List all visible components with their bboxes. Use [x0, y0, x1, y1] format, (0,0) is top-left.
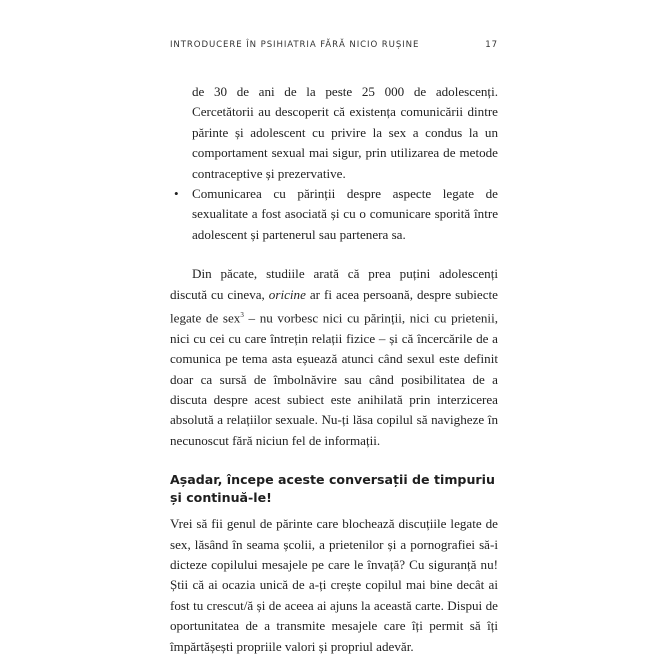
bullet-item-text: Comunicarea cu părinții despre aspecte legate de sexualitate a fost asociată și cu o comunicare sporită între adolescent și partenerul sau partenera sa.	[192, 186, 498, 242]
footnote-reference: 3	[240, 311, 244, 320]
section-heading: Așadar, începe aceste conversații de timpuriu și continuă-le!	[170, 472, 495, 505]
paragraph-text-start: Din păcate, studiile arată că prea puțini adolescenți discută cu cineva,	[170, 266, 498, 302]
book-title-header: INTRODUCERE ÎN PSIHIATRIA FĂRĂ NICIO RUȘINE	[170, 40, 420, 50]
bullet-list-item	[170, 184, 498, 245]
paragraph-text-end: – nu vorbesc nici cu părinții, nici cu prietenii, nici cu cei cu care întrețin relații fizice – și că încercările de a comunica pe tema asta eșuează atunci când sexul este definit doar ca sursă de îmbolnăvire sau când posibilitatea de a discuta despre acest subiect este anihilată prin interzicerea absolută a relațiilor sexuale. Nu-ți lăsa copilul să navigheze în necunoscut fără niciun fel de informații.	[170, 310, 498, 448]
page-number: 17	[485, 40, 498, 50]
running-header	[170, 40, 498, 50]
body-text	[170, 82, 498, 657]
emphasized-word: oricine	[268, 286, 306, 302]
body-paragraph	[170, 264, 498, 451]
section-paragraph: Vrei să fii genul de părinte care blochează discuțiile legate de sex, lăsând în seama școlii, a prietenilor și a pornografiei să-i dicteze copilului mesajele pe care le învață? Cu siguranță nu! Știi că ai ocazia unică de a-ți crește copilul mai bine decât ai fost tu crescut/ă și de aceea ai ajuns la această carte. Dispui de oportunitatea de a transmite mesajele care îți permit să îți împărtășești propriile valori și propriul adevăr.	[170, 516, 498, 654]
continued-list-item-text: de 30 de ani de la peste 25 000 de adolescenți. Cercetătorii au descoperit că existența comunicării dintre părinte și adolescent cu privire la sex a condus la un comportament sexual mai sigur, prin utilizarea de metode contraceptive și prezervative.	[192, 84, 498, 181]
bullet-icon: •	[174, 186, 179, 202]
paragraph-text-middle: ar fi acea persoană, despre subiecte legate de sex	[170, 286, 498, 326]
